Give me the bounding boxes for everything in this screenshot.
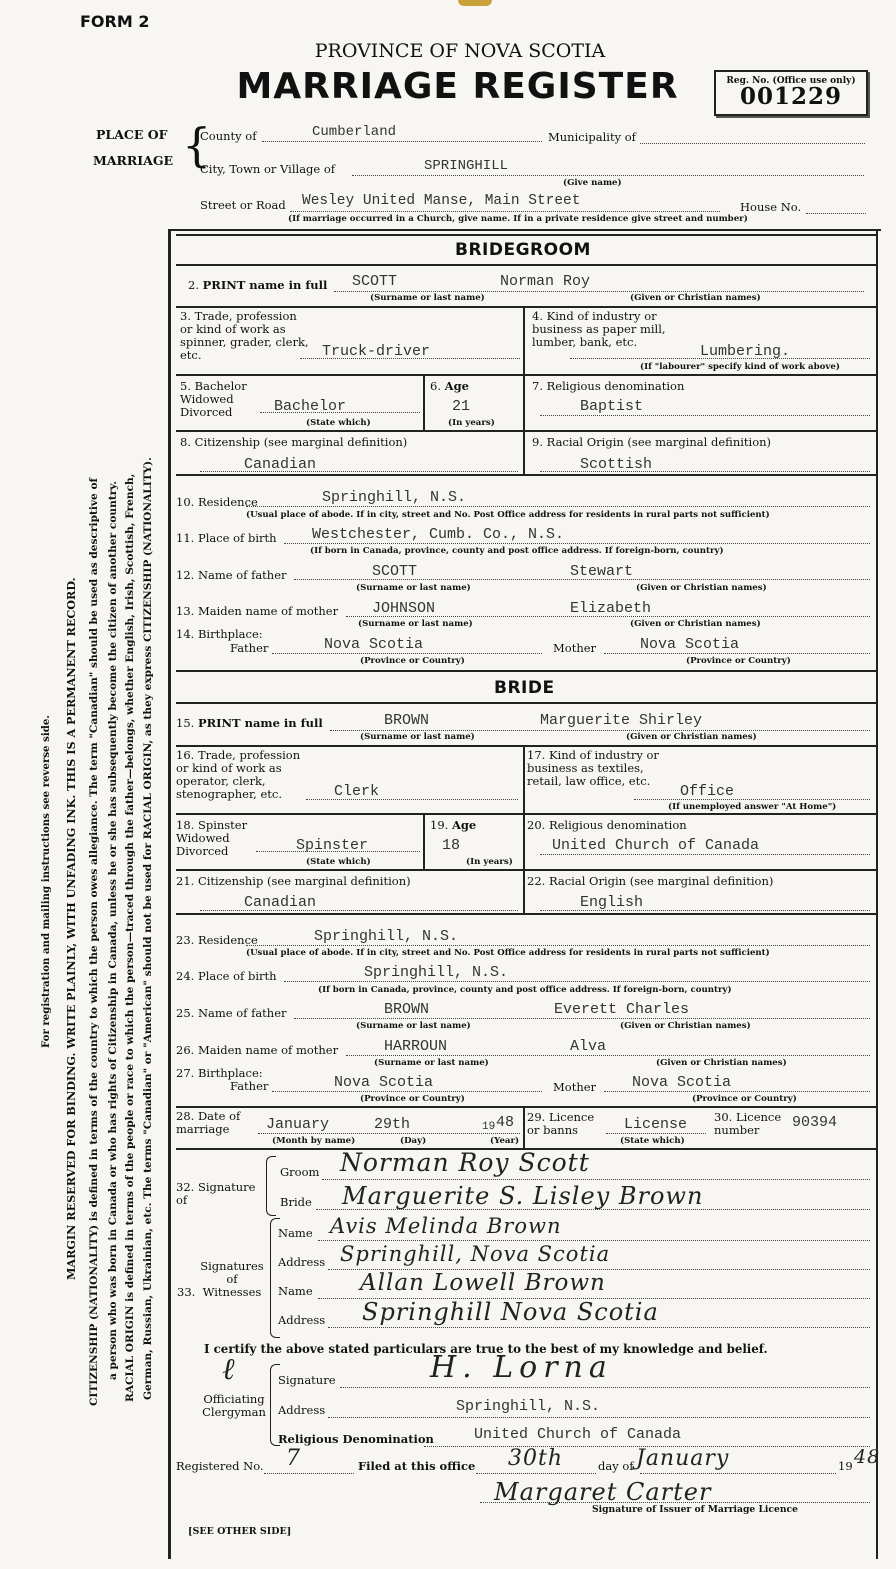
witness1-name: Avis Melinda Brown [330,1214,562,1238]
witness2-address: Springhill Nova Scotia [362,1298,659,1326]
date-label: 28. Date of marriage [176,1109,241,1136]
place-heading-1: PLACE OF [96,127,168,142]
bride-racial-label: 22. Racial Origin (see marginal definition) [527,874,774,888]
w2-name-label: Name [278,1284,313,1298]
licence-number: 90394 [792,1114,838,1131]
street-note: (If marriage occurred in a Church, give name. If in a private residence give street and number) [288,214,748,224]
licence-state-note: (State which) [620,1136,685,1146]
marriage-day: 29th [374,1116,411,1133]
margin-text-3: CITIZENSHIP (NATIONALITY) is defined in terms of the country to which the person owes allegiance. The term "Canadian" should be used as descriptive of [88,477,100,1406]
groom-state-note: (State which) [306,418,371,428]
bride-mother-given-note: (Given or Christian names) [656,1058,787,1068]
place-brace: { [182,118,212,172]
groom-father-given-note: (Given or Christian names) [636,583,767,593]
bride-fb-note: (Province or Country) [360,1094,465,1104]
clergy-address-label: Address [278,1403,326,1417]
bride-surname-note: (Surname or last name) [360,732,475,742]
bride-mother-surname: HARROUN [384,1038,448,1055]
bride-father-given-note: (Given or Christian names) [620,1021,751,1031]
groom-born-note: (If born in Canada, province, county and post office address. If foreign-born, country) [310,546,724,556]
groom-abode-note: (Usual place of abode. If in city, street and No. Post Office address for residents in rural parts not sufficient) [246,510,770,520]
clergy-signature-label: Signature [278,1373,336,1387]
form-label: FORM 2 [80,12,150,31]
bride-mother-surname-note: (Surname or last name) [374,1058,489,1068]
year-note: (Year) [490,1136,520,1146]
groom-signature: Norman Roy Scott [340,1148,590,1177]
groom-years-note: (In years) [448,418,495,428]
clergy-denom-label: Religious Denomination [278,1432,434,1446]
groom-racial: Scottish [580,456,653,473]
bride-mother-label: 26. Maiden name of mother [176,1043,339,1057]
street-value: Wesley United Manse, Main Street [302,193,581,209]
month-note: (Month by name) [272,1136,356,1146]
bridegroom-heading: BRIDEGROOM [455,240,591,260]
clergy-address: Springhill, N.S. [456,1398,601,1415]
groom-father-surname-note: (Surname or last name) [356,583,471,593]
bride-status-label: 18. Spinster Widowed Divorced [176,818,248,858]
groom-sig-label: Groom [280,1165,320,1179]
place-heading-2: MARRIAGE [93,153,174,168]
groom-father-given: Stewart [570,563,634,580]
groom-industry: Lumbering. [700,343,791,360]
groom-industry-label: 4. Kind of industry or business as paper mill, lumber, bank, etc. [532,309,666,349]
bride-father-surname-note: (Surname or last name) [356,1021,471,1031]
bride-father-birthplace: Nova Scotia [334,1074,434,1091]
groom-mb-note: (Province or Country) [686,656,791,666]
groom-birthplace-label: 14. Birthplace: [176,627,263,641]
see-other-side: [SEE OTHER SIDE] [188,1526,292,1537]
bride-mother-given: Alva [570,1038,607,1055]
groom-fb-note: (Province or Country) [360,656,465,666]
groom-age: 21 [452,398,471,415]
day-of-label: day of [598,1459,634,1473]
issuer-label: Signature of Issuer of Marriage Licence [592,1504,798,1515]
filed-label: Filed at this office [358,1459,476,1473]
groom-mother-given: Elizabeth [570,600,652,617]
bride-citizenship: Canadian [244,894,317,911]
groom-residence: Springhill, N.S. [322,489,467,506]
filed-year-prefix: 19 [838,1459,853,1473]
bride-surname: BROWN [384,712,430,729]
w1-address-label: Address [278,1255,326,1269]
bride-industry: Office [680,783,735,800]
filed-day: 30th [508,1446,564,1471]
bride-mother-birthplace: Nova Scotia [632,1074,732,1091]
bride-given-note: (Given or Christian names) [626,732,757,742]
bride-residence: Springhill, N.S. [314,928,459,945]
groom-father-label: 12. Name of father [176,568,287,582]
city-value: SPRINGHILL [424,158,509,174]
bride-birth: Springhill, N.S. [364,964,509,981]
groom-surname-note: (Surname or last name) [370,293,485,303]
bride-born-note: (If born in Canada, province, county and post office address. If foreign-born, country) [318,985,732,995]
groom-citizenship: Canadian [244,456,317,473]
groom-father-birthplace: Nova Scotia [324,636,424,653]
bride-sig-label: Bride [280,1195,312,1209]
bride-trade: Clerk [334,783,380,800]
groom-religion: Baptist [580,398,644,415]
bride-birthplace-father-label: Father [230,1079,269,1093]
issuer-signature: Margaret Carter [494,1478,712,1506]
groom-birth: Westchester, Cumb. Co., N.S. [312,526,565,543]
margin-text-2: MARGIN RESERVED FOR BINDING. WRITE PLAINLY, WITH UNFADING INK. THIS IS A PERMANENT RECORD. [64,577,78,1280]
page-title: MARRIAGE REGISTER [236,66,679,107]
groom-status-label: 5. Bachelor Widowed Divorced [180,379,247,419]
filed-year: 48 [854,1446,881,1468]
certify-text: I certify the above stated particulars are true to the best of my knowledge and belief. [204,1342,768,1356]
street-label: Street or Road [200,198,286,212]
w1-name-label: Name [278,1226,313,1240]
bride-residence-label: 23. Residence [176,933,258,947]
groom-mother-given-note: (Given or Christian names) [630,619,761,629]
filed-month: January [636,1446,730,1471]
bride-mb-note: (Province or Country) [692,1094,797,1104]
signature-brace [266,1156,276,1216]
groom-birthplace-mother-label: Mother [553,641,597,655]
groom-residence-label: 10. Residence [176,495,258,509]
marriage-year-prefix: 19 [482,1121,496,1133]
margin-text-4: a person who was born in Canada or who has rights of Citizenship in Canada, unless he or she has subsequently become the citizen of another country. [107,481,119,1380]
margin-text-6: German, Russian, Ukrainian, etc. The terms "Canadian" or "American" should not be used for RACIAL ORIGIN, as they express CITIZENSHIP (NATIONALITY). [142,457,154,1400]
clergy-label: Officiating Clergyman [202,1392,266,1419]
marriage-month: January [266,1116,330,1133]
clergy-signature: H. Lorna [430,1350,613,1385]
bride-citizenship-label: 21. Citizenship (see marginal definition) [176,874,411,888]
bride-state-note: (State which) [306,857,371,867]
ink-stain [458,0,492,6]
groom-name-label: 2. PRINT name in full [188,278,328,292]
groom-trade: Truck-driver [322,343,431,360]
bride-father-given: Everett Charles [554,1001,690,1018]
bride-birthplace-mother-label: Mother [553,1080,597,1094]
municipality-label: Municipality of [548,130,636,144]
groom-birthplace-father-label: Father [230,641,269,655]
day-note: (Day) [400,1136,427,1146]
licence-label: 29. Licence or banns [527,1110,595,1137]
province-heading: PROVINCE OF NOVA SCOTIA [314,40,606,62]
bride-trade-label: 16. Trade, profession or kind of work as operator, clerk, stenographer, etc. [176,748,301,801]
bride-signature: Marguerite S. Lisley Brown [342,1182,704,1210]
groom-citizenship-label: 8. Citizenship (see marginal definition) [180,435,408,449]
groom-surname: SCOTT [352,273,398,290]
bride-father-surname: BROWN [384,1001,430,1018]
bride-religion: United Church of Canada [552,837,760,854]
bride-name-label: 15. PRINT name in full [176,716,323,730]
groom-religion-label: 7. Religious denomination [532,379,685,393]
reg-box [714,70,868,116]
marriage-year: 48 [496,1114,515,1131]
registered-label: Registered No. [176,1459,264,1473]
reg-box-label: Reg. No. (Office use only) [726,76,856,86]
county-label: County of [200,129,257,143]
groom-father-surname: SCOTT [372,563,418,580]
bride-age: 18 [442,837,461,854]
clergy-mark: ℓ [222,1352,235,1387]
groom-status: Bachelor [274,398,347,415]
clergy-denom: United Church of Canada [474,1426,682,1443]
w2-address-label: Address [278,1313,326,1327]
licence-value: License [624,1116,688,1133]
groom-given-note: (Given or Christian names) [630,293,761,303]
groom-mother-label: 13. Maiden name of mother [176,604,339,618]
witness1-address: Springhill, Nova Scotia [340,1242,611,1266]
groom-trade-label: 3. Trade, profession or kind of work as spinner, grader, clerk, etc. [180,309,309,362]
bride-religion-label: 20. Religious denomination [527,818,687,832]
bride-racial: English [580,894,644,911]
bride-father-label: 25. Name of father [176,1006,287,1020]
groom-racial-label: 9. Racial Origin (see marginal definition) [532,435,772,449]
bride-birth-label: 24. Place of birth [176,969,277,983]
signature-of-label: 32. Signature of [176,1180,256,1207]
bride-industry-label: 17. Kind of industry or business as textiles, retail, law office, etc. [527,748,659,788]
bride-given: Marguerite Shirley [540,712,703,729]
reg-number: 001229 [739,83,843,110]
groom-mother-surname: JOHNSON [372,600,436,617]
licence-number-label: 30. Licence number [714,1110,782,1137]
labourer-note: (If "labourer" specify kind of work above) [640,362,840,372]
bride-heading: BRIDE [494,678,555,698]
bride-birthplace-label: 27. Birthplace: [176,1066,263,1080]
groom-mother-surname-note: (Surname or last name) [358,619,473,629]
groom-birth-label: 11. Place of birth [176,531,277,545]
county-value: Cumberland [312,124,397,140]
registered-number: 7 [286,1446,301,1471]
bride-age-label: 19. Age [430,818,477,832]
city-label: City, Town or Village of [200,162,336,176]
witness2-name: Allan Lowell Brown [360,1270,606,1296]
bride-status: Spinster [296,837,369,854]
unemployed-note: (If unemployed answer "At Home") [668,802,837,812]
house-label: House No. [740,200,802,214]
bride-years-note: (In years) [466,857,513,867]
give-name-note: (Give name) [563,178,622,188]
groom-age-label: 6. Age [430,379,469,393]
bride-abode-note: (Usual place of abode. If in city, street and No. Post Office address for residents in rural parts not sufficient) [246,948,770,958]
groom-given: Norman Roy [500,273,591,290]
groom-mother-birthplace: Nova Scotia [640,636,740,653]
margin-text-5: RACIAL ORIGIN is defined in terms of the people or race to which the person—traced through the father—belongs, whether English, Irish, Scottish, French, [124,473,136,1402]
margin-text-1: For registration and mailing instructions see reverse side. [40,715,52,1048]
witnesses-label: 33. Signatures of Witnesses [177,1259,264,1299]
